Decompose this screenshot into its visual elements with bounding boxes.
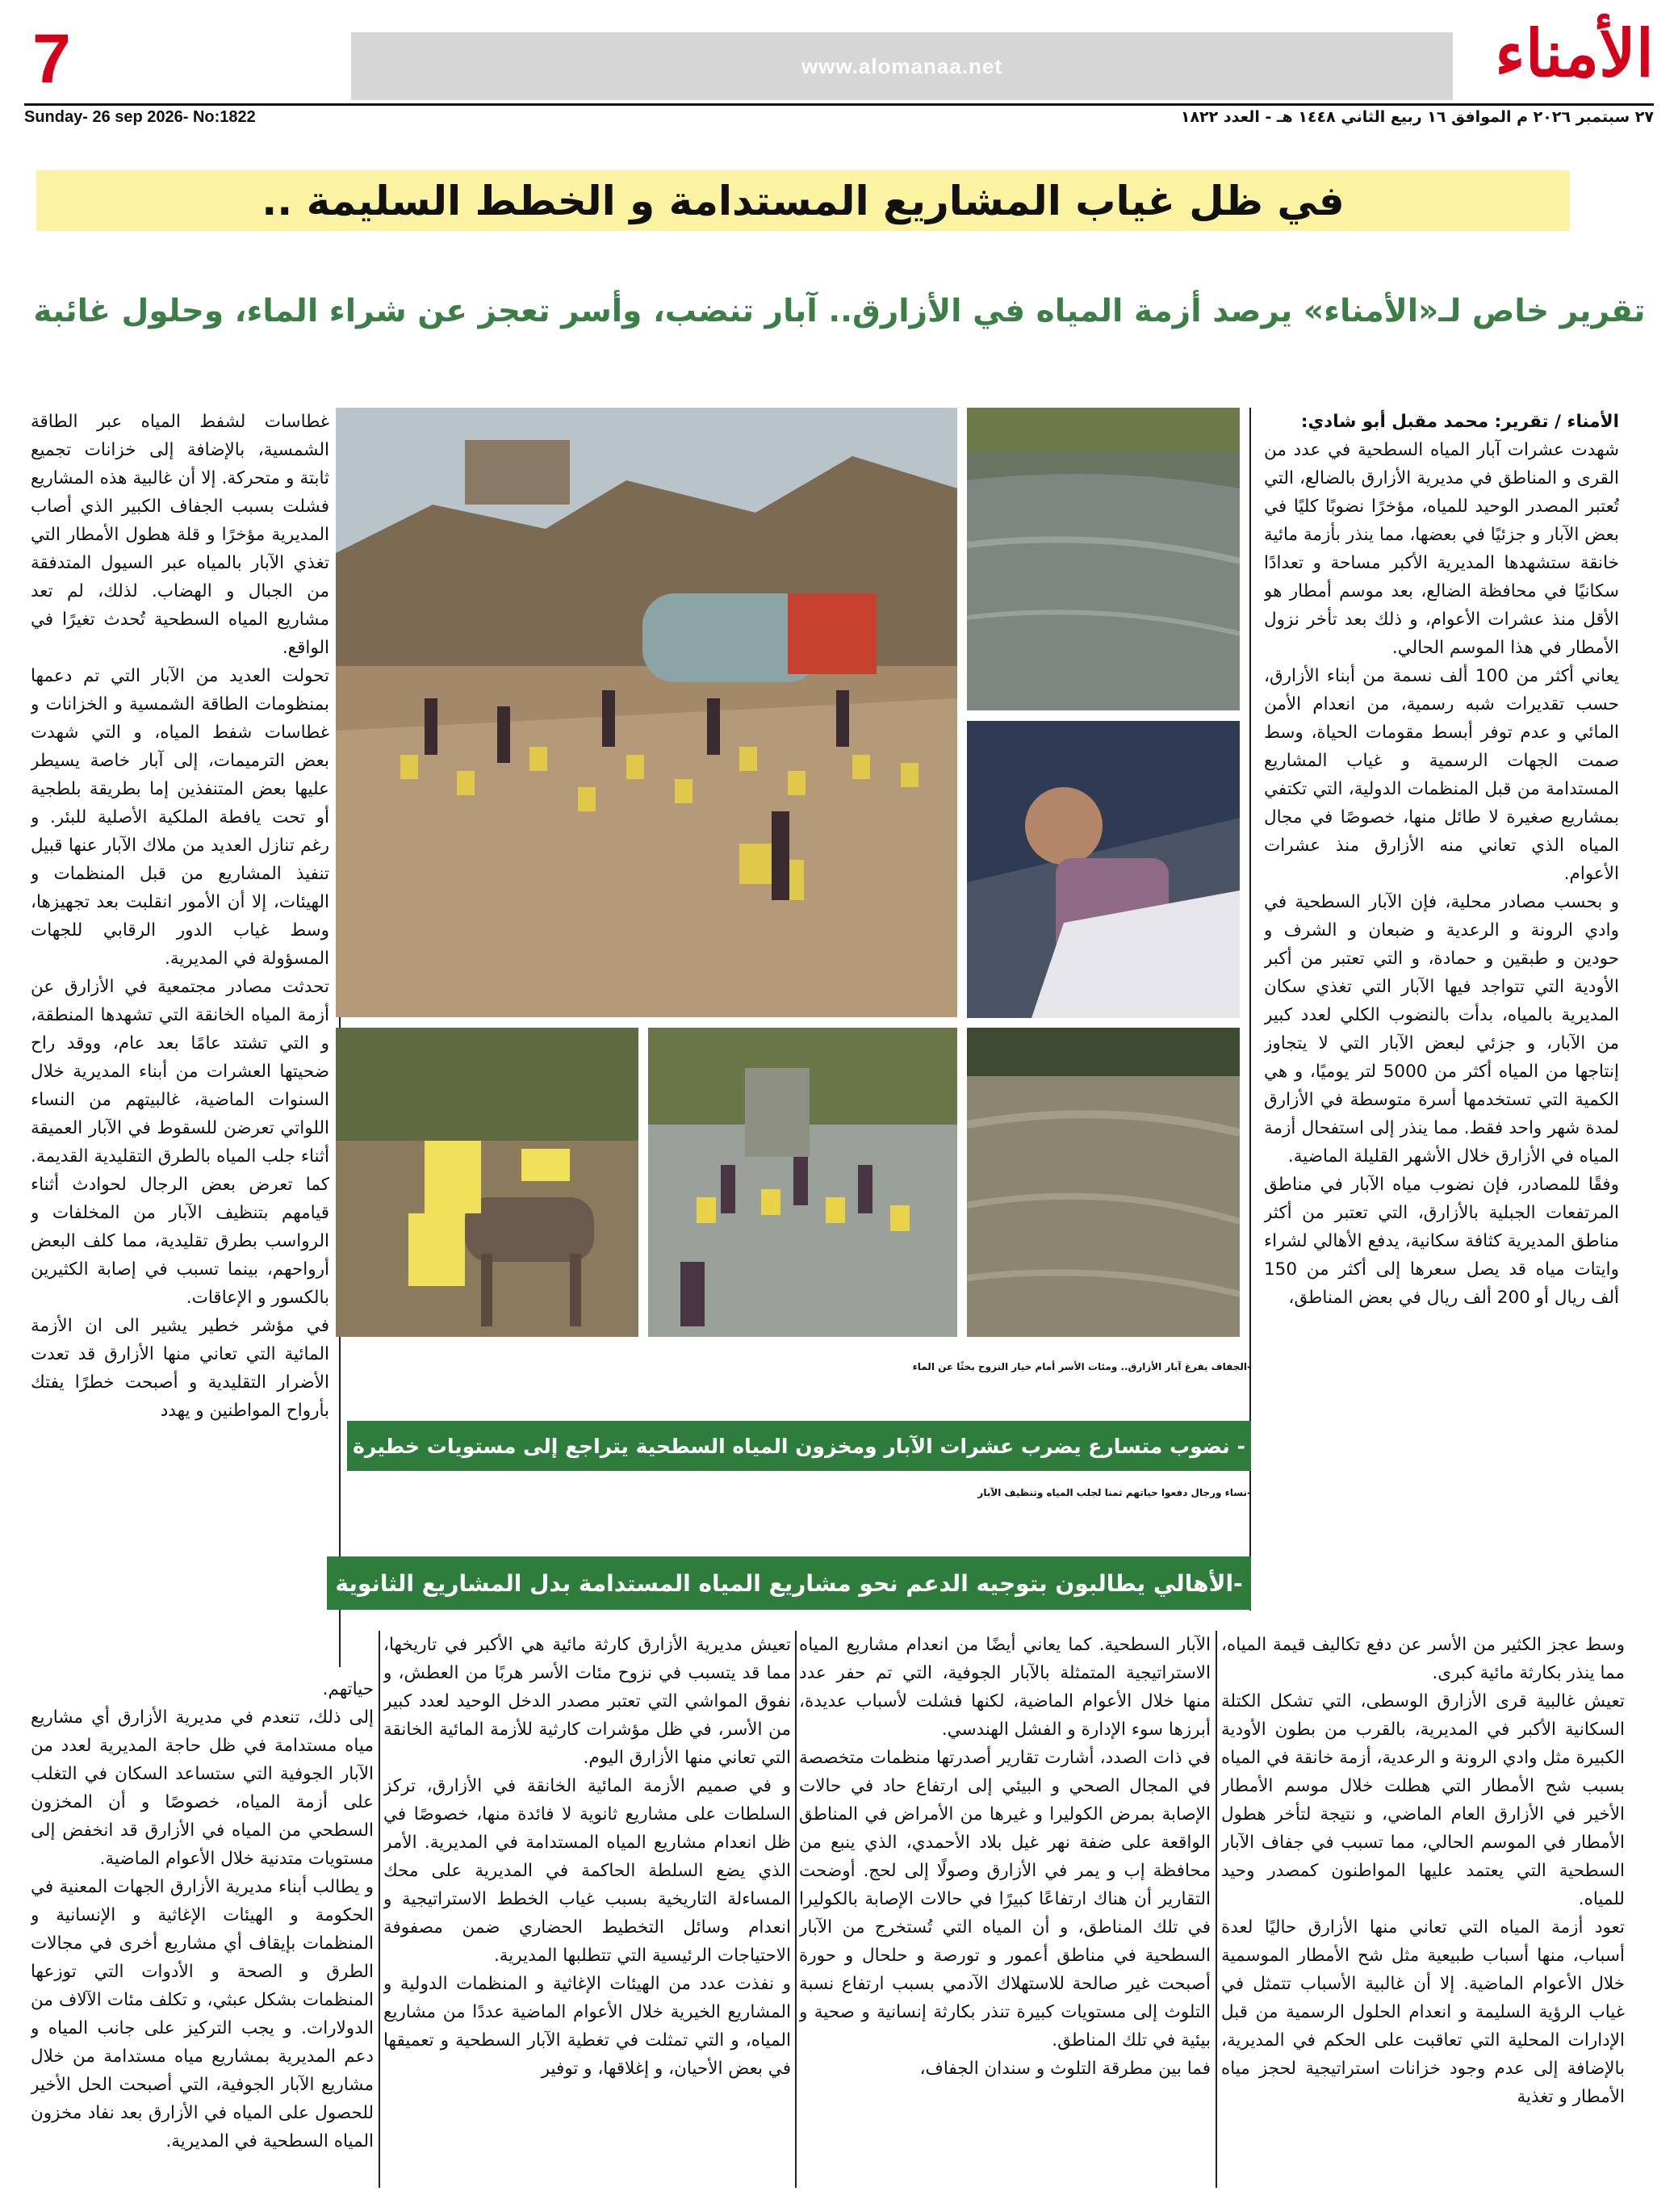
- photo-sick-child: [967, 721, 1240, 1018]
- photo-water-truck-crowd: [336, 408, 957, 1017]
- site-url[interactable]: www.alomanaa.net: [801, 53, 1003, 78]
- headline-box: [28, 242, 1651, 379]
- kicker-band: [36, 170, 1570, 231]
- subhead-2: - نضوب متسارع يضرب عشرات الآبار ومخزون المياه السطحية يتراجع إلى مستويات خطيرة: [353, 1434, 1245, 1458]
- column-bottom-3-text: تعيش مديرية الأزارق كارثة مائية هي الأكبر في تاريخها، مما قد يتسبب في نزوح مئات الأسر هربًا من العطش، و نفوق المواشي التي تعتبر مصدر الدخل الوحيد لعدد كبير من الأسر، في ظل مؤشرات كارثية للأزمة المائية الخانقة التي تعاني منها الأزارق اليوم. و في صميم الأزمة المائية الخانقة في الأزارق، تركز السلطات على مشاريع ثانوية لا فائدة منها، خصوصًا في ظل انعدام مشاريع المياه المستدامة في المديرية. الأمر الذي يضع السلطة الحاكمة في المديرية على محك المساءلة التاريخية بسبب غياب الخطط الاستراتيجية و انعدام وسائل التخطيط الحضاري ضمن مصفوفة الاحتياجات الرئيسية التي تتطلبها المديرية. و نفذت عدد من الهيئات الإغاثية و المنظمات الدولية و المشاريع الخيرية خلال الأعوام الماضية عددًا من مشاريع المياه، و التي تمثلت في تغطية الآبار السطحية و تعميقها في بعض الأحيان، و إغلاقها، و توفير: [383, 1635, 791, 2079]
- kicker: في ظل غياب المشاريع المستدامة و الخطط السليمة ..: [262, 177, 1345, 224]
- photo-water-stream: [967, 408, 1240, 710]
- subhead-band-4: [327, 1556, 1251, 1610]
- url-bar: [351, 32, 1453, 100]
- date-english: Sunday- 26 sep 2026- No:1822: [24, 108, 256, 126]
- column-bottom-1-text: وسط عجز الكثير من الأسر عن دفع تكاليف قيمة المياه، مما ينذر بكارثة مائية كبرى. تعيش غالبية قرى الأزارق الوسطى، التي تشكل الكتلة السكانية الأكبر في المديرية، بالقرب من بطون الأودية الكبيرة مثل وادي الرونة و الرعدية، أزمة خانقة في المياه بسبب شح الأمطار التي هطلت خلال موسم الأمطار الأخير في الأزارق العام الماضي، و نتيجة لتأخر هطول الأمطار في الموسم الحالي، مما تسبب في جفاف الآبار السطحية التي يعتمد عليها المواطنون كمصدر وحيد للمياه. تعود أزمة المياه التي تعاني منها الأزارق حاليًا لعدة أسباب، منها أسباب طبيعية مثل شح الأمطار الموسمية خلال الأعوام الماضية. إلا أن غالبية الأسباب تتمثل في غياب الرؤية السليمة و انعدام الحلول الرسمية من قبل الإدارات المحلية التي تعاقبت على الحكم في المديرية، بالإضافة إلى عدم وجود خزانات استراتيجية لحجز مياه الأمطار و تغذية: [1221, 1635, 1625, 2107]
- column-bottom-1: [1221, 1631, 1625, 2188]
- column-left-text: غطاسات لشفط المياه عبر الطاقة الشمسية، بالإضافة إلى خزانات تجميع ثابتة و متحركة. إلا أن غالبية هذه المشاريع فشلت بسبب الجفاف الكبير الذي أصاب المديرية مؤخرًا و قلة هطول الأمطار التي تغذي الآبار بالمياه عبر السيول المتدفقة من الجبال و الهضاب. لذلك، لم تعد مشاريع المياه السطحية تُحدث تغيرًا في الواقع. تحولت العديد من الآبار التي تم دعمها بمنظومات الطاقة الشمسية و الخزانات و غطاسات شفط المياه، و التي شهدت بعض الترميمات، إلى آبار خاصة يسيطر عليها بعض المتنفذين إما بطريقة بلطجية أو تحت يافطة الملكية الأصلية للبئر. و رغم تنازل العديد من ملاك الآبار عنها قبيل تنفيذ المشاريع من قبل المنظمات و الهيئات، إلا أن الأمور انقلبت بعد تجهيزها، وسط غياب الدور الرقابي للجهات المسؤولة في المديرية. تحدثت مصادر مجتمعية في الأزارق عن أزمة المياه الخانقة التي تشهدها المنطقة، و التي تشتد عامًا بعد عام، ووقد راح ضحيتها العشرات من أبناء المديرية خلال السنوات الماضية، غالبيتهم من النساء اللواتي تعرضن للسقوط في الآبار العميقة أثناء جلب المياه بالطرق التقليدية القديمة. كما تعرض بعض الرجال لحوادث أثناء قيامهم بتنظيف الآبار من المخلفات و الرواسب بطرق تقليدية، مما كلف البعض أرواحهم، بينما تسبب في إصابة الكثيرين بالكسور و الإعاقات. في مؤشر خطير يشير الى ان الأزمة المائية التي تعاني منها الأزارق قد تعدت الأضرار التقليدية و أصبحت خطرًا يفتك بأرواح المواطنين و يهدد: [31, 412, 329, 1421]
- column-rule: [1216, 1631, 1217, 2188]
- newspaper-logo: الأمناء: [1495, 15, 1654, 91]
- subhead-1: -الجفاف يفرغ آبار الأزارق.. ومئات الأسر أمام خيار النزوح بحثًا عن الماء: [912, 1361, 1251, 1372]
- column-bottom-4-text: حياتهم. إلى ذلك، تنعدم في مديرية الأزارق أي مشاريع مياه مستدامة في ظل حاجة المديرية لعدد من الآبار الجوفية التي ستساعد السكان في التغلب على أزمة المياه، خصوصًا و أن المخزون السطحي من المياه في الأزارق قد انخفض إلى مستويات متدنية خلال الأعوام الماضية. و يطالب أبناء مديرية الأزارق الجهات المعنية في الحكومة و الهيئات الإغاثية و الإنسانية و المنظمات بإيقاف أي مشاريع أخرى في مجالات الطرق و الصحة و الأدوات التي توزعها المنظمات بشكل عبثي، و تكلف مئات الآلاف من الدولارات. و يجب التركيز على جانب المياه و دعم المديرية بمشاريع مياه مستدامة من خلال مشاريع الآبار الجوفية، التي أصبحت الحل الأخير للحصول على المياه في الأزارق بعد نفاد مخزون المياه السطحية في المديرية.: [31, 1679, 374, 2151]
- masthead-rule: [24, 103, 1654, 106]
- subhead-4: -الأهالي يطالبون بتوجيه الدعم نحو مشاريع المياه المستدامة بدل المشاريع الثانوية: [335, 1569, 1243, 1597]
- subhead-band-2: [347, 1421, 1251, 1471]
- subhead-3: -نساء ورجال دفعوا حياتهم ثمنا لجلب المياه وتنظيف الآبار: [977, 1487, 1251, 1498]
- page-number: 7: [32, 20, 71, 98]
- column-right-text: شهدت عشرات آبار المياه السطحية في عدد من القرى و المناطق في مديرية الأزارق بالضالع، التي تُعتبر المصدر الوحيد للمياه، مؤخرًا نضوبًا كليًا في بعض الآبار و جزئيًا في بعضها، مما ينذر بأزمة مائية خانقة ستشهدها المديرية الأكبر مساحة و تعدادًا سكانيًا في محافظة الضالع، بعد موسم أمطار هو الأقل منذ عشرات الأعوام، و ذلك بعد تأخر نزول الأمطار في هذا الموسم الحالي. يعاني أكثر من 100 ألف نسمة من أبناء الأزارق، حسب تقديرات شبه رسمية، من انعدام الأمن المائي و عدم توفر أبسط مقومات الحياة، وسط صمت الجهات الرسمية و غياب المشاريع المستدامة من قبل المنظمات الدولية، التي تكتفي بمشاريع صغيرة لا طائل منها، خصوصًا في مجال المياه الذي تعاني منه الأزارق منذ عشرات الأعوام. و بحسب مصادر محلية، فإن الآبار السطحية في وادي الرونة و الرعدية و ضبعان و الشرف و حودين و طبقين و حمادة، و التي تعتبر من أكبر الأودية التي تتواجد فيها الآبار التي تغذي سكان المديرية بالمياه، بدأت بالنضوب الكلي لعدد كبير من الآبار، و جزئي لبعض الآبار التي لا يتجاوز إنتاجها من المياه أكثر من 5000 لتر يوميًا، و هي الكمية التي تستخدمها أسرة متوسطة في الأزارق لمدة شهر واحد فقط. مما ينذر إلى استفحال أزمة المياه في الأزارق خلال الأشهر القليلة الماضية. وفقًا للمصادر، فإن نضوب مياه الآبار في مناطق المرتفعات الجبلية بالأزارق، التي تعتبر من أكثر مناطق المديرية كثافة سكانية، يدفع الأهالي لشراء وايتات مياه قد يصل سعرها إلى أكثر من 150 ألف ريال أو 200 ألف ريال في بعض المناطق،: [1264, 440, 1619, 1308]
- photo-donkey-water: [336, 1028, 638, 1337]
- column-bottom-2: [799, 1631, 1211, 2188]
- photo-well-gathering: [648, 1028, 957, 1337]
- column-right-top: [1264, 408, 1619, 1625]
- column-bottom-3: [383, 1631, 791, 2188]
- column-rule: [795, 1631, 797, 2188]
- column-bottom-2-text: الآبار السطحية. كما يعاني أيضًا من انعدام مشاريع المياه الاستراتيجية المتمثلة بالآبار الجوفية، التي تم حفر عدد منها خلال الأعوام الماضية، لكنها فشلت لأسباب عديدة، أبرزها سوء الإدارة و الفشل الهندسي. في ذات الصدد، أشارت تقارير أصدرتها منظمات متخصصة في المجال الصحي و البيئي إلى ارتفاع حاد في حالات الإصابة بمرض الكوليرا و غيرها من الأمراض في المناطق الواقعة على ضفة نهر غيل بلاد الأحمدي، الذي ينبع من محافظة إب و يمر في الأزارق وصولًا إلى لحج. أوضحت التقارير أن هناك ارتفاعًا كبيرًا في حالات الإصابة بالكوليرا في تلك المناطق، و أن المياه التي تُستخرج من الآبار السطحية في مناطق أعمور و تورصة و حلحال و حورة أصبحت غير صالحة للاستهلاك الآدمي بسبب ارتفاع نسبة التلوث إلى مستويات كبيرة تنذر بكارثة إنسانية و صحية و بيئية في تلك المناطق. فما بين مطرقة التلوث و سندان الجفاف،: [799, 1635, 1211, 2079]
- column-left-top: [31, 408, 329, 1667]
- byline: الأمناء / تقرير: محمد مقبل أبو شادي:: [1300, 412, 1619, 432]
- column-bottom-4: [31, 1675, 374, 2192]
- column-rule: [379, 1631, 380, 2188]
- photo-river-water: [967, 1028, 1240, 1337]
- headline: تقرير خاص لـ«الأمناء» يرصد أزمة المياه في الأزارق.. آبار تنضب، وأسر تعجز عن شراء الماء، وحلول غائبة: [33, 292, 1646, 329]
- date-arabic: ٢٧ سبتمبر ٢٠٢٦ م الموافق ١٦ ربيع الثاني ١٤٤٨ هـ - العدد ١٨٢٢: [1180, 108, 1654, 126]
